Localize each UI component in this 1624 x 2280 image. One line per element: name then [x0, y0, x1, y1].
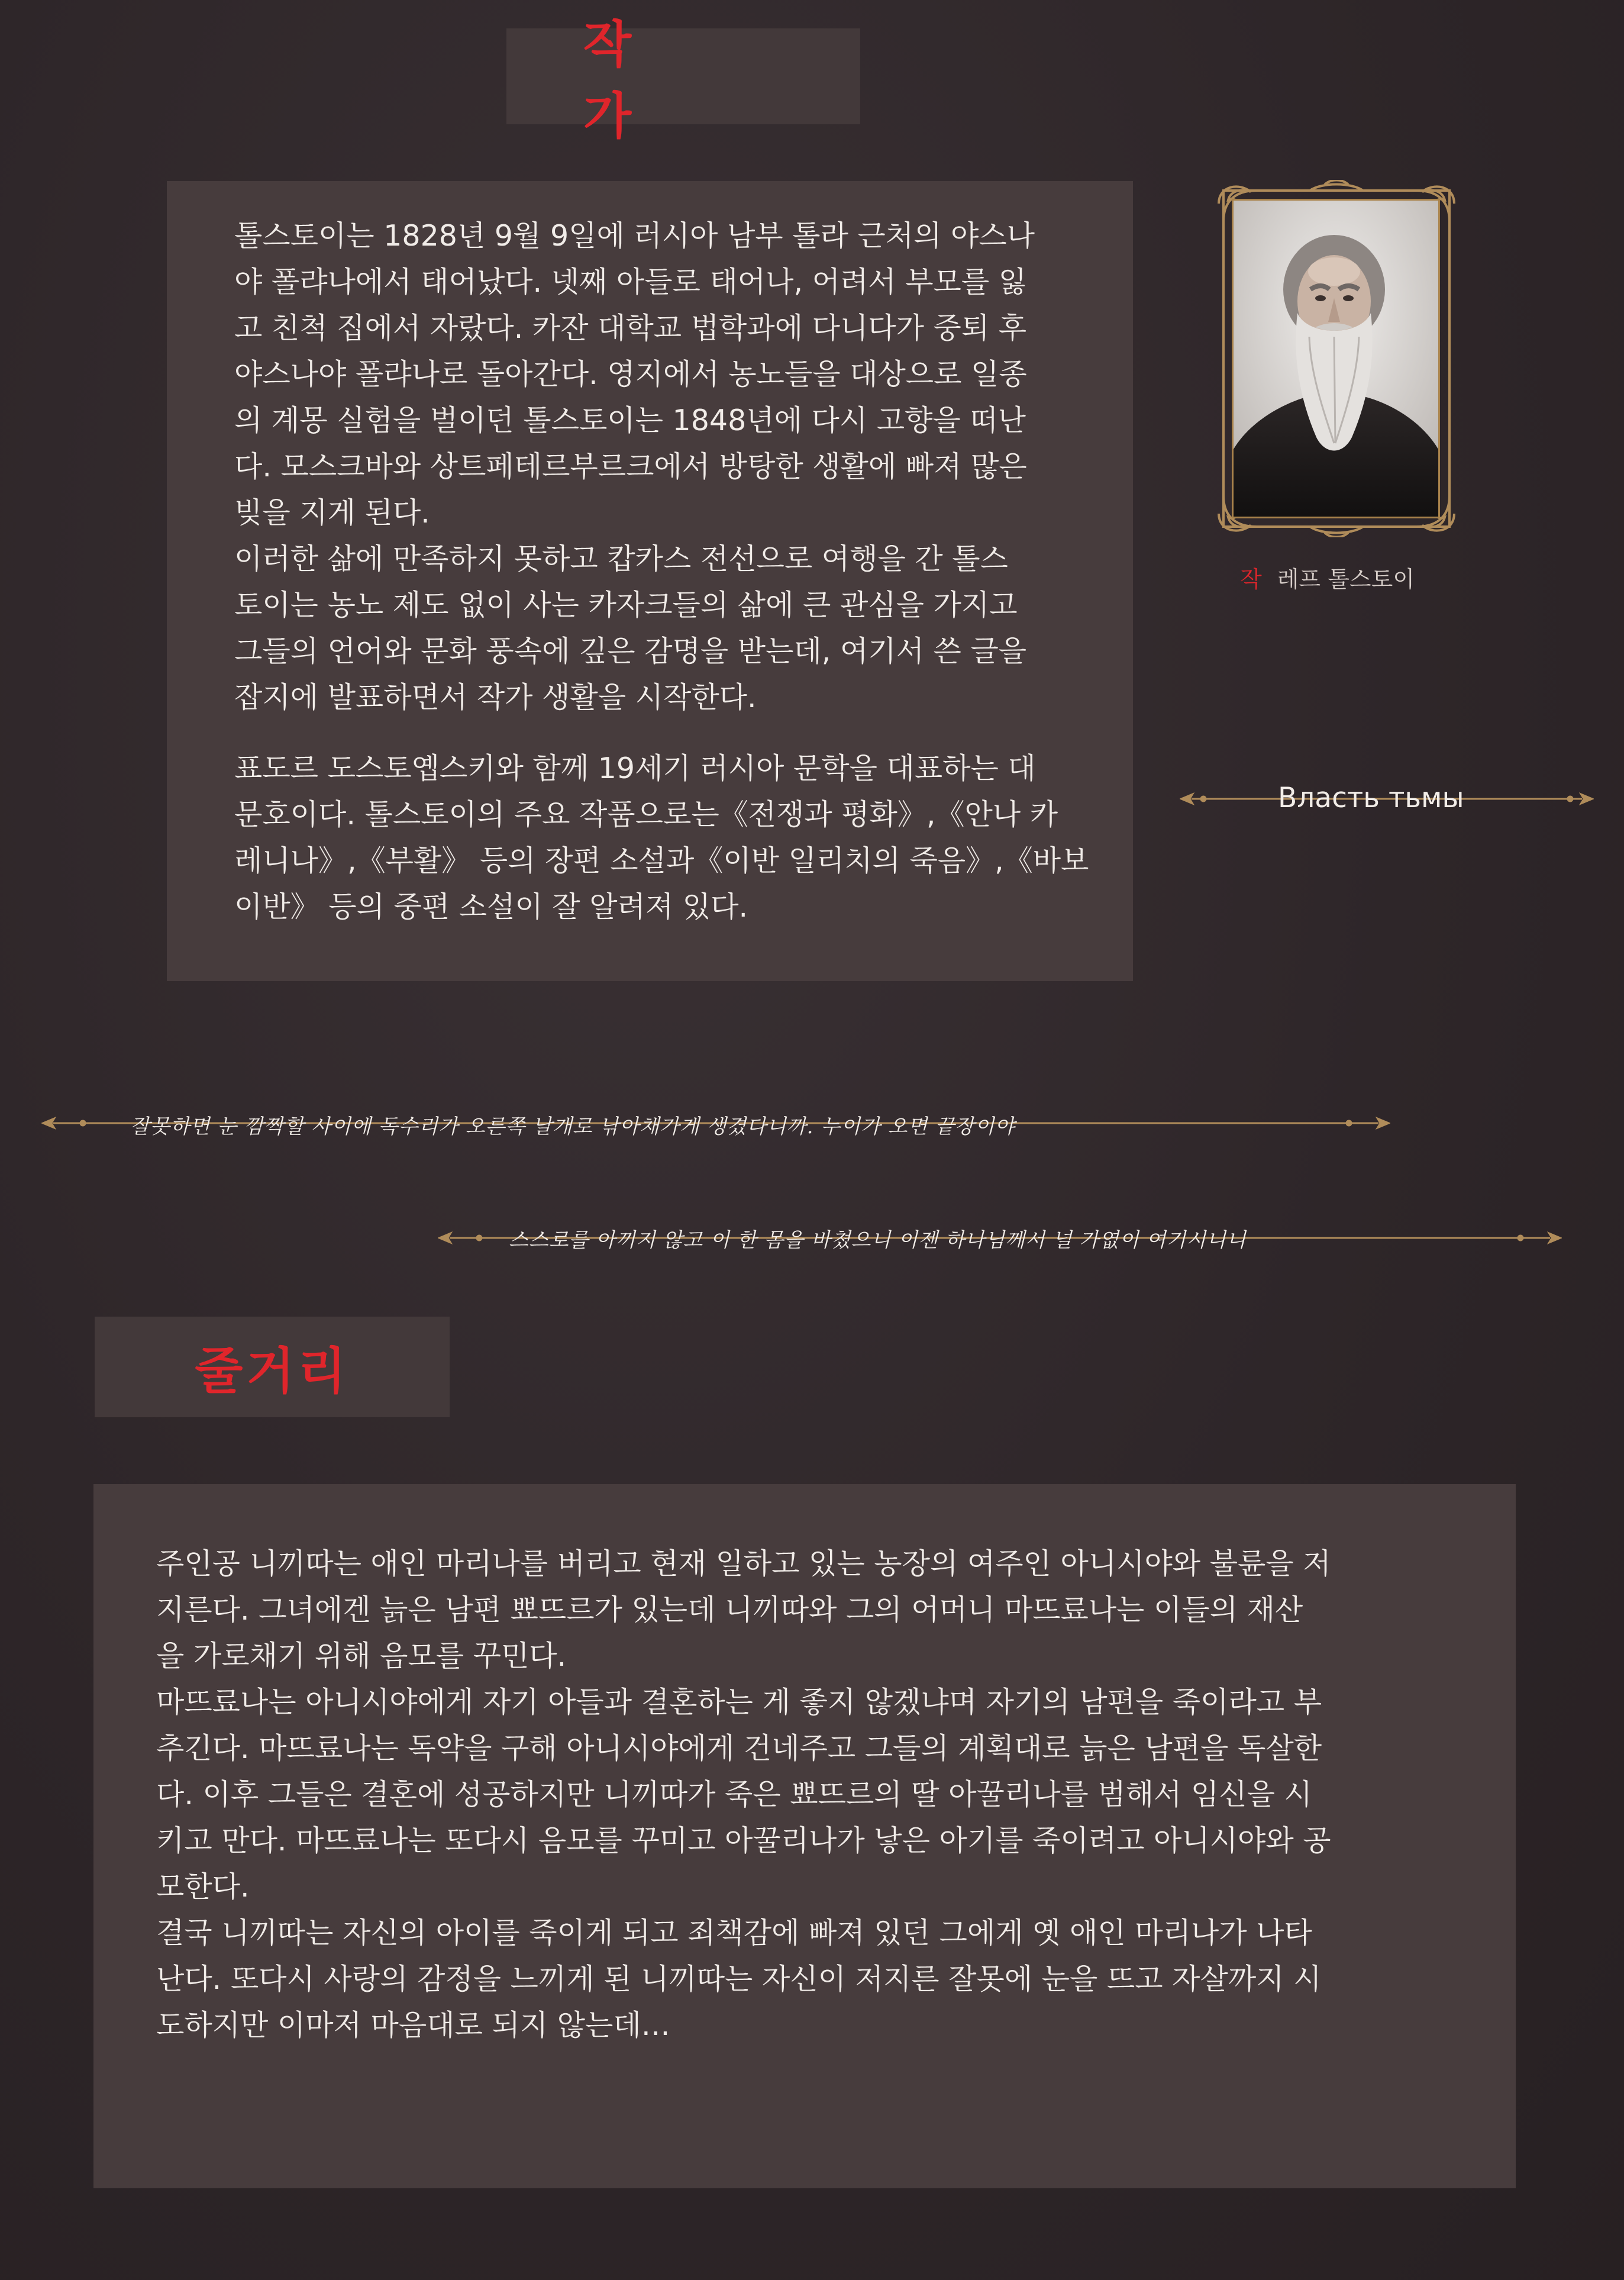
bearded-man-portrait-icon [1234, 201, 1438, 517]
portrait-caption [1240, 561, 1415, 594]
author-portrait [1215, 180, 1458, 537]
summary-heading-tab [95, 1317, 450, 1417]
caption-name: 레프 톨스토이 [1277, 566, 1415, 592]
author-heading-tab [506, 15, 860, 145]
quote-2: 스스로를 아끼지 않고 이 한 몸을 바쳤으니 이젠 하나님께서 널 가엾이 여기시니니 [509, 1228, 1247, 1252]
quote-1: 잘못하면 눈 깜짝할 사이에 독수리가 오른쪽 날개로 낚아채가게 생겼다니까. 누이가 오면 끝장이야 [130, 1115, 1015, 1139]
summary-paragraph: 주인공 니끼따는 애인 마리나를 버리고 현재 일하고 있는 농장의 여주인 아니시야와 불륜을 저 지른다. 그녀에겐 늙은 남편 뾰뜨르가 있는데 니끼따와 그의 어머니 마뜨료나는 이들의 재산 을 가로채기 위해 음모를 꾸민다. 마뜨료나는 아니시야에게 자기 아들과 결혼하는 게 좋지 않겠냐며 자기의 남편을 죽이라고 부 추긴다. 마뜨료나는 독약을 구해 아니시야에게 건네주고 그들의 계획대로 늙은 남편을 독살한 다. 이후 그들은 결혼에 성공하지만 니끼따가 죽은 뾰뜨르의 딸 아꿀리나를 범해서 임신을 시 키고 만다. 마뜨료나는 또다시 음모를 꾸미고 아꿀리나가 낳은 아기를 죽이려고 아니시야와 공 모한다. 결국 니끼따는 자신의 아이를 죽이게 되고 죄책감에 빠져 있던 그에게 옛 애인 마리나가 나타 난다. 또다시 사랑의 감정을 느끼게 된 니끼따는 자신이 저지른 잘못에 눈을 뜨고 자살까지 시 도하지만 이마저 마음대로 되지 않는데… [156, 1547, 1331, 2042]
summary-text-panel [93, 1484, 1516, 2188]
author-text-panel [167, 181, 1133, 981]
author-heading: 작 가 [583, 15, 709, 145]
author-bio-paragraph-2: 표도르 도스토옙스키와 함께 19세기 러시아 문학을 대표하는 대 문호이다. 톨스토이의 주요 작품으로는《전쟁과 평화》,《안나 카 레니나》,《부활》 등의 장편 소설과《이반 일리치의 죽음》,《바보 이반》 등의 중편 소설이 잘 알려져 있다. [234, 752, 1089, 924]
portrait-photo [1232, 199, 1440, 518]
author-bio-paragraph-1: 톨스토이는 1828년 9월 9일에 러시아 남부 톨라 근처의 야스나 야 폴랴나에서 태어났다. 넷째 아들로 태어나, 어려서 부모를 잃 고 친척 집에서 자랐다. 카잔 대학교 법학과에 다니다가 중퇴 후 야스나야 폴랴나로 돌아간다. 영지에서 농노들을 대상으로 일종 의 계몽 실험을 벌이던 톨스토이는 1848년에 다시 고향을 떠난 다. 모스크바와 상트페테르부르크에서 방탕한 생활에 빠져 많은 빚을 지게 된다. 이러한 삶에 만족하지 못하고 캅카스 전선으로 여행을 간 톨스 토이는 농노 제도 없이 사는 카자크들의 삶에 큰 관심을 가지고 그들의 언어와 문화 풍속에 깊은 감명을 받는데, 여기서 쓴 글을 잡지에 발표하면서 작가 생활을 시작한다. [234, 219, 1035, 714]
summary-heading: 줄거리 [195, 1341, 350, 1400]
caption-role: 작 [1240, 566, 1262, 592]
play-title-russian: Власть тьмы [1278, 782, 1464, 814]
